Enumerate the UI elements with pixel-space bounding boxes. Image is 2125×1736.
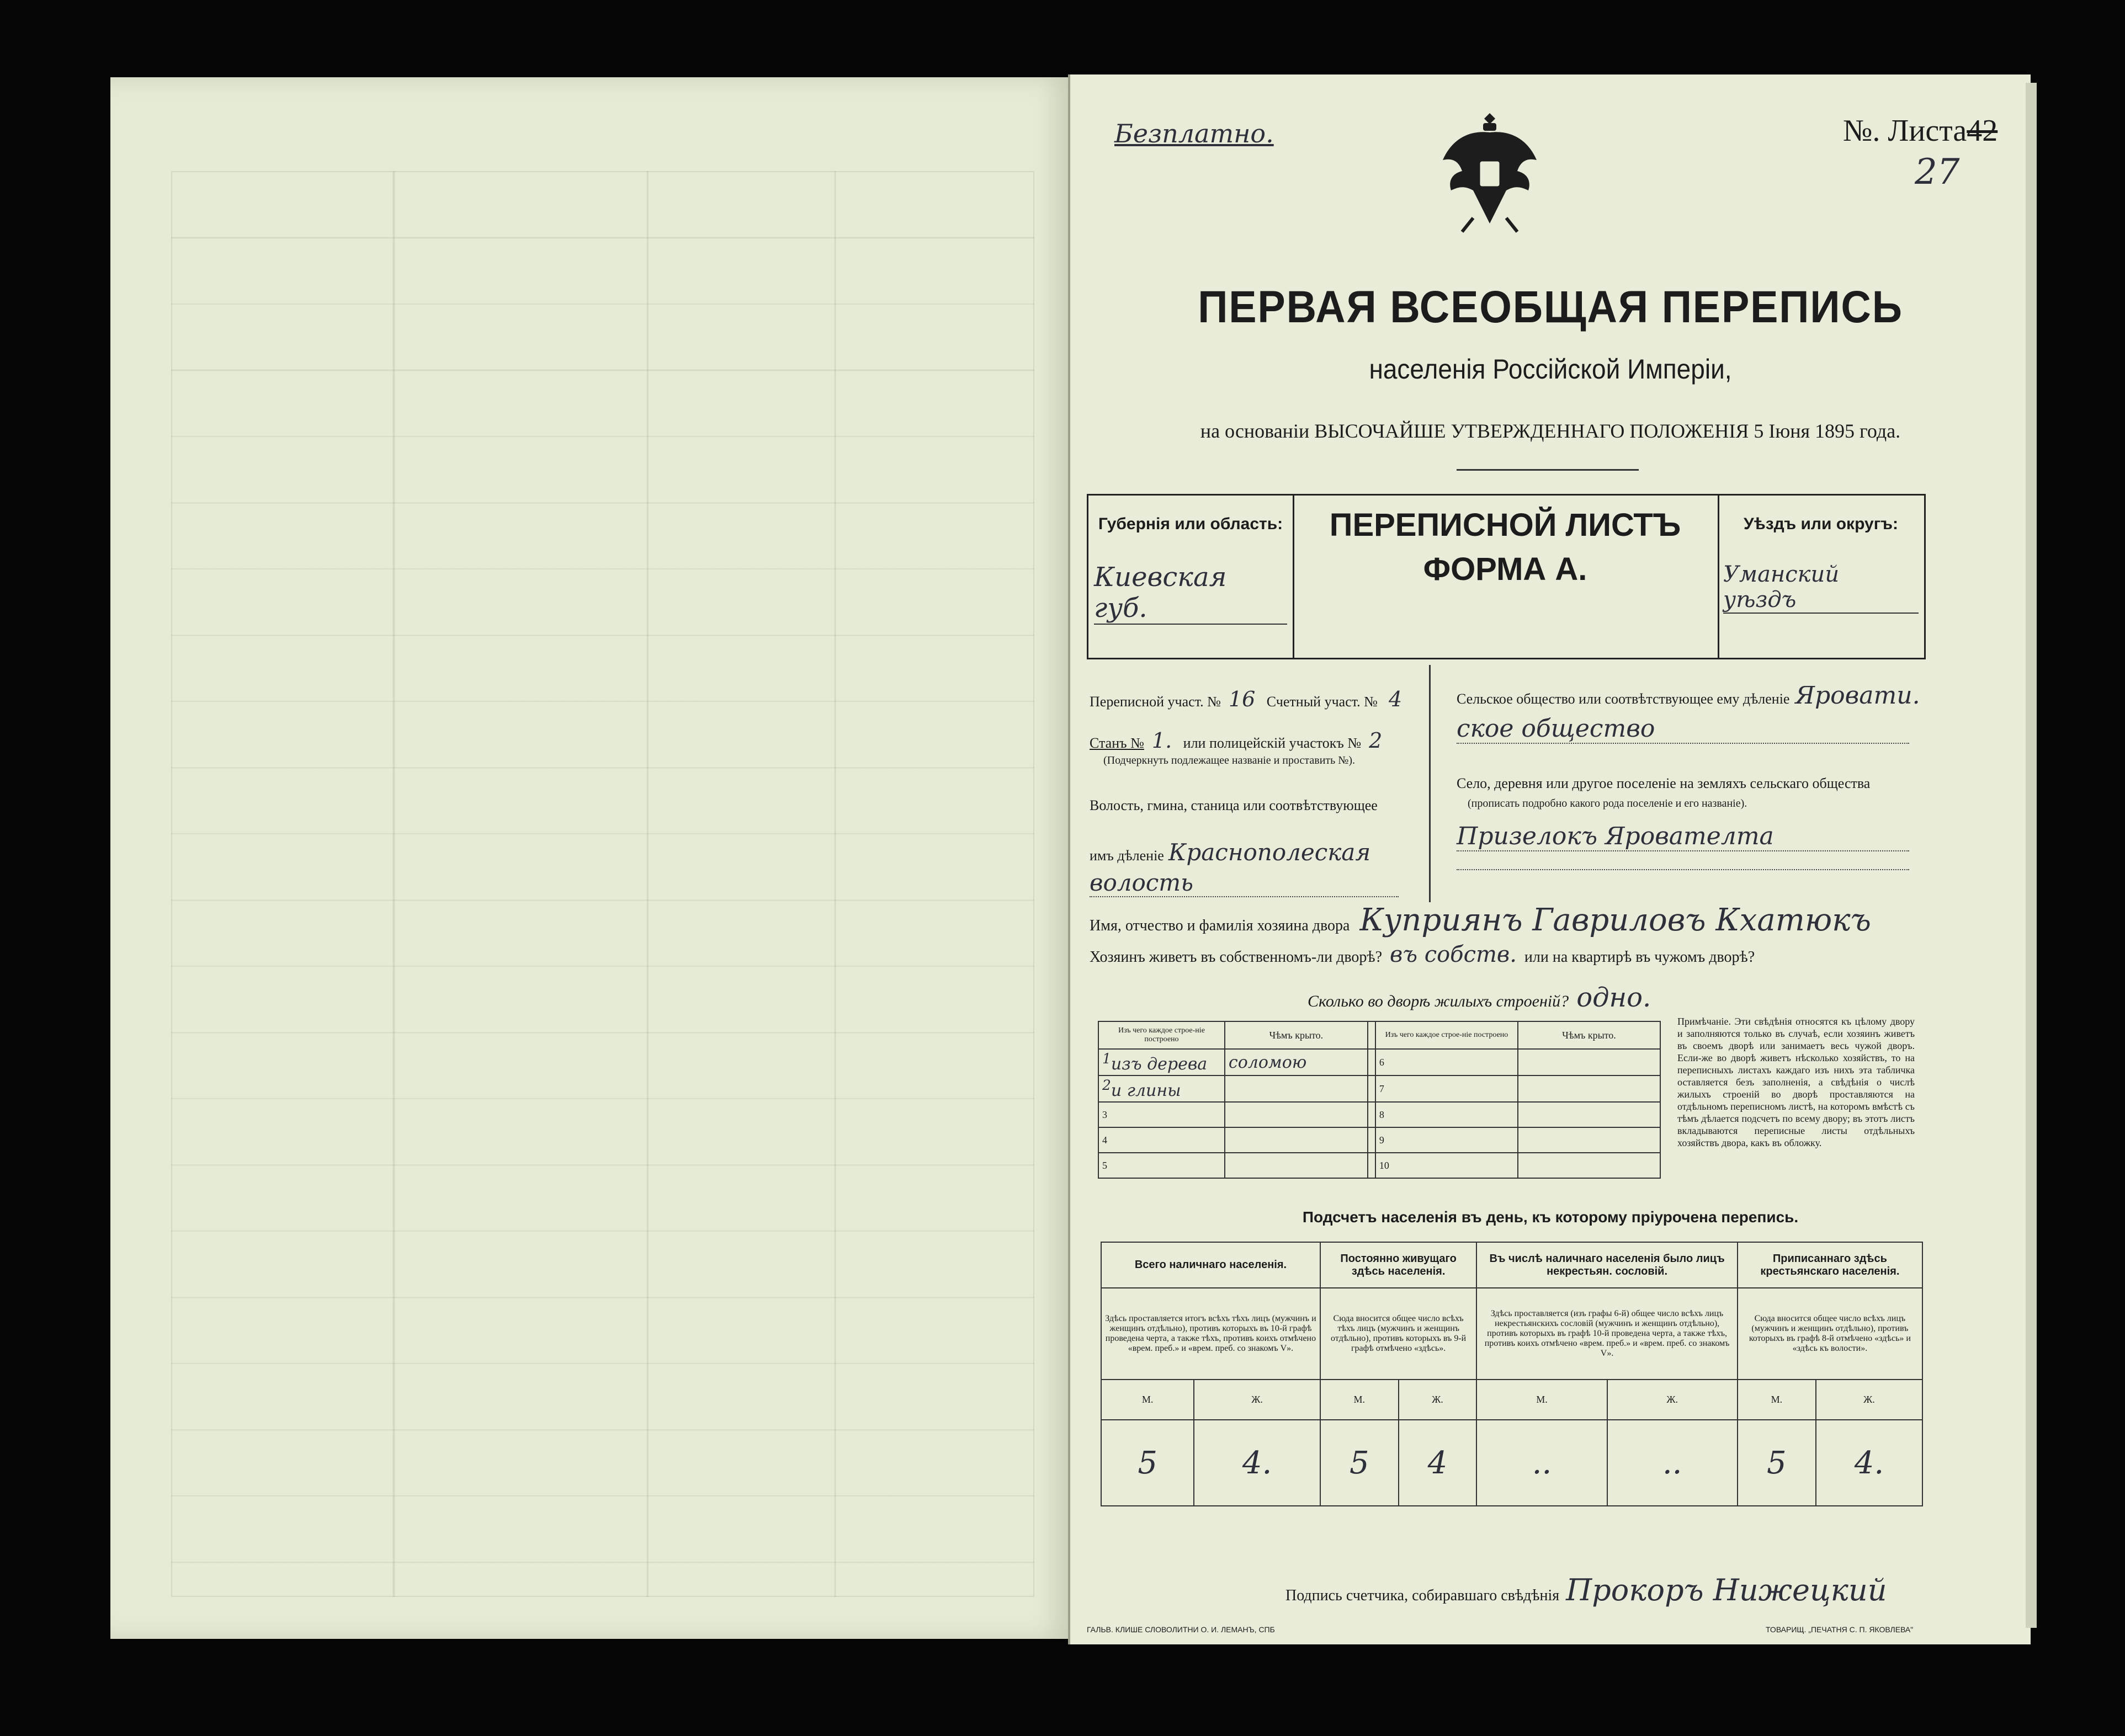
district-label: Уѣздъ или округъ:	[1743, 515, 1899, 533]
table-row: $^1$изъ дерева соломою 6	[1098, 1049, 1660, 1075]
volost-field: имъ дѣленіе Краснополеская	[1090, 839, 1371, 866]
province-value: Киевская губ.	[1094, 562, 1287, 625]
col-material-header: Изъ чего каждое строе-ніе построено	[1098, 1021, 1225, 1049]
table-row: 4 9	[1098, 1127, 1660, 1153]
buildings-table	[1098, 1021, 1661, 1179]
tally-value: 5	[1101, 1420, 1194, 1506]
female-header: Ж.	[1607, 1380, 1738, 1420]
male-header: М.	[1320, 1380, 1399, 1420]
footnote: Примѣчаніе. Эти свѣдѣнія относятся къ цѣлому двору и заполняются только въ случаѣ, если хозяинъ живетъ въ своемъ дворѣ или занимаетъ весь чужой дворъ. Если-же во дворѣ живетъ нѣсколько хозяйствъ, то на переписныхъ листахъ каждаго изъ нихъ эта табличка оставляется безъ заполненія, а свѣдѣнія о числѣ жилыхъ строеній во дворѣ проставляются на отдѣльномъ переписномъ листѣ, на которомъ вмѣстѣ съ тѣмъ дѣлается подсчетъ по всему двору; въ этотъ листъ вкладываются переписные листы отдѣльныхъ хозяйствъ двора, какъ въ обложку.	[1677, 1016, 1915, 1148]
female-header: Ж.	[1816, 1380, 1922, 1420]
volost-label: Волость, гмина, станица или соотвѣтствующее	[1090, 797, 1378, 813]
tally-col-peasant: Приписаннаго здѣсь крестьянскаго населенія.	[1738, 1242, 1922, 1288]
subtitle: населенія Россійской Имперіи,	[1369, 354, 1732, 385]
society-value-2: ское общество	[1457, 715, 1909, 744]
society-field: Сельское общество или соотвѣтствующее ему дѣленіе Яровати.	[1457, 681, 1920, 710]
col-roof-header: Чѣмъ крыто.	[1225, 1021, 1368, 1049]
female-header: Ж.	[1399, 1380, 1477, 1420]
male-header: М.	[1101, 1380, 1194, 1420]
village-note: (прописать подробно какого рода поселеніе и его названіе).	[1468, 797, 1747, 810]
footer-right: ТОВАРИЩ. „ПЕЧАТНЯ С. П. ЯКОВЛЕВА"	[1766, 1625, 1914, 1634]
tally-values-row	[1101, 1420, 1922, 1506]
district-value: Уманский уѣздъ	[1723, 562, 1919, 614]
sheet-number-handwritten: 27	[1915, 152, 1960, 193]
census-form-page	[1068, 74, 2031, 1644]
tally-desc: Здѣсь проставляется (изъ графы 6-й) общее число всѣхъ лицъ некрестьянскихъ сословій (мужчинъ и женщинъ отдѣльно), противъ которыхъ въ графѣ 10-й проведена черта, а также тѣхъ, противъ коихъ отмѣчено «врем. преб.» и «врем. преб. со знакомъ V».	[1476, 1288, 1737, 1380]
bleed-through-lines	[171, 171, 1034, 1597]
table-row: 5 10	[1098, 1153, 1660, 1178]
col-material-header-2: Изъ чего каждое строе-ніе построено	[1375, 1021, 1518, 1049]
tally-desc: Сюда вносится общее число всѣхъ лицъ (мужчинъ и женщинъ отдѣльно), противъ которыхъ въ графѣ 8-й отмѣчено «здѣсь» и «здѣсь къ волости».	[1738, 1288, 1922, 1380]
residence-field: Хозяинъ живетъ въ собственномъ-ли дворѣ? въ собств. или на квартирѣ въ чужомъ дворѣ?	[1090, 942, 1755, 967]
volost-value-2: волость	[1090, 869, 1399, 897]
stan-field: Станъ № 1. или полицейскій участокъ № 2	[1090, 728, 1383, 753]
sheet-number-label: №. Листа42	[1843, 114, 1998, 148]
tally-value: 4	[1399, 1420, 1477, 1506]
village-value: Призелокъ Ярователта	[1457, 822, 1909, 851]
owner-field: Имя, отчество и фамилія хозяина двора Куприянъ Гавриловъ Кхатюкъ	[1090, 902, 1871, 938]
village-label: Село, деревня или другое поселеніе на земляхъ сельскаго общества	[1457, 775, 1871, 791]
tally-desc: Сюда вносится общее число всѣхъ тѣхъ лицъ (мужчинъ и женщинъ отдѣльно), противъ которыхъ въ 9-й графѣ отмѣчено «здѣсь».	[1320, 1288, 1476, 1380]
province-label: Губернія или область:	[1098, 515, 1283, 533]
tally-value: 5	[1320, 1420, 1399, 1506]
table-row: $^2$и глины 7	[1098, 1075, 1660, 1102]
male-header: М.	[1738, 1380, 1816, 1420]
tally-col-total: Всего наличнаго населенія.	[1101, 1242, 1320, 1288]
form-letter: ФОРМА А.	[1423, 551, 1587, 587]
main-title: ПЕРВАЯ ВСЕОБЩАЯ ПЕРЕПИСЬ	[1198, 282, 1903, 332]
signature-field: Подпись счетчика, собиравшаго свѣдѣнія Прокоръ Нижецкий	[1285, 1573, 1887, 1607]
tally-value: ..	[1607, 1420, 1738, 1506]
footer-left: ГАЛЬВ. КЛИШЕ СЛОВОЛИТНИ О. И. ЛЕМАНЪ, СПБ	[1087, 1625, 1275, 1634]
tally-heading: Подсчетъ населенія въ день, къ которому пріурочена перепись.	[1302, 1208, 1799, 1226]
tally-value: 4.	[1816, 1420, 1922, 1506]
legal-basis: на основаніи ВЫСОЧАЙШЕ УТВЕРЖДЕННАГО ПОЛОЖЕНІЯ 5 Іюня 1895 года.	[1200, 420, 1901, 442]
col-roof-header-2: Чѣмъ крыто.	[1518, 1021, 1660, 1049]
tally-value: 5	[1738, 1420, 1816, 1506]
tally-desc: Здѣсь проставляется итогъ всѣхъ тѣхъ лицъ (мужчинъ и женщинъ отдѣльно), противъ которыхъ въ 10-й графѣ проведена черта, а также тѣхъ, противъ коихъ отмѣчено «врем. преб.» и «врем. преб. со знакомъ V».	[1101, 1288, 1320, 1380]
left-page-blank	[110, 77, 1071, 1639]
tally-table	[1101, 1242, 1923, 1506]
imperial-eagle-icon	[1435, 108, 1545, 235]
page-edge	[2026, 83, 2037, 1628]
census-area-field: Переписной участ. № 16 Счетный участ. № 4	[1090, 687, 1402, 711]
ornament-divider	[1457, 469, 1639, 471]
form-header-box	[1087, 494, 1926, 659]
male-header: М.	[1476, 1380, 1607, 1420]
underline-note: (Подчеркнуть подлежащее названіе и проставить №).	[1103, 754, 1355, 766]
female-header: Ж.	[1194, 1380, 1320, 1420]
tally-value: 4.	[1194, 1420, 1320, 1506]
tally-value: ..	[1476, 1420, 1607, 1506]
free-label: Безплатно.	[1114, 119, 1274, 148]
table-row: 3 8	[1098, 1102, 1660, 1127]
buildings-field: Сколько во дворѣ жилыхъ строеній? одно.	[1308, 982, 1651, 1013]
form-title: ПЕРЕПИСНОЙ ЛИСТЪ	[1329, 507, 1681, 543]
tally-col-nonpeasant: Въ числѣ наличнаго населенія было лицъ некрестьян. сословій.	[1476, 1242, 1737, 1288]
tally-col-permanent: Постоянно живущаго здѣсь населенія.	[1320, 1242, 1476, 1288]
